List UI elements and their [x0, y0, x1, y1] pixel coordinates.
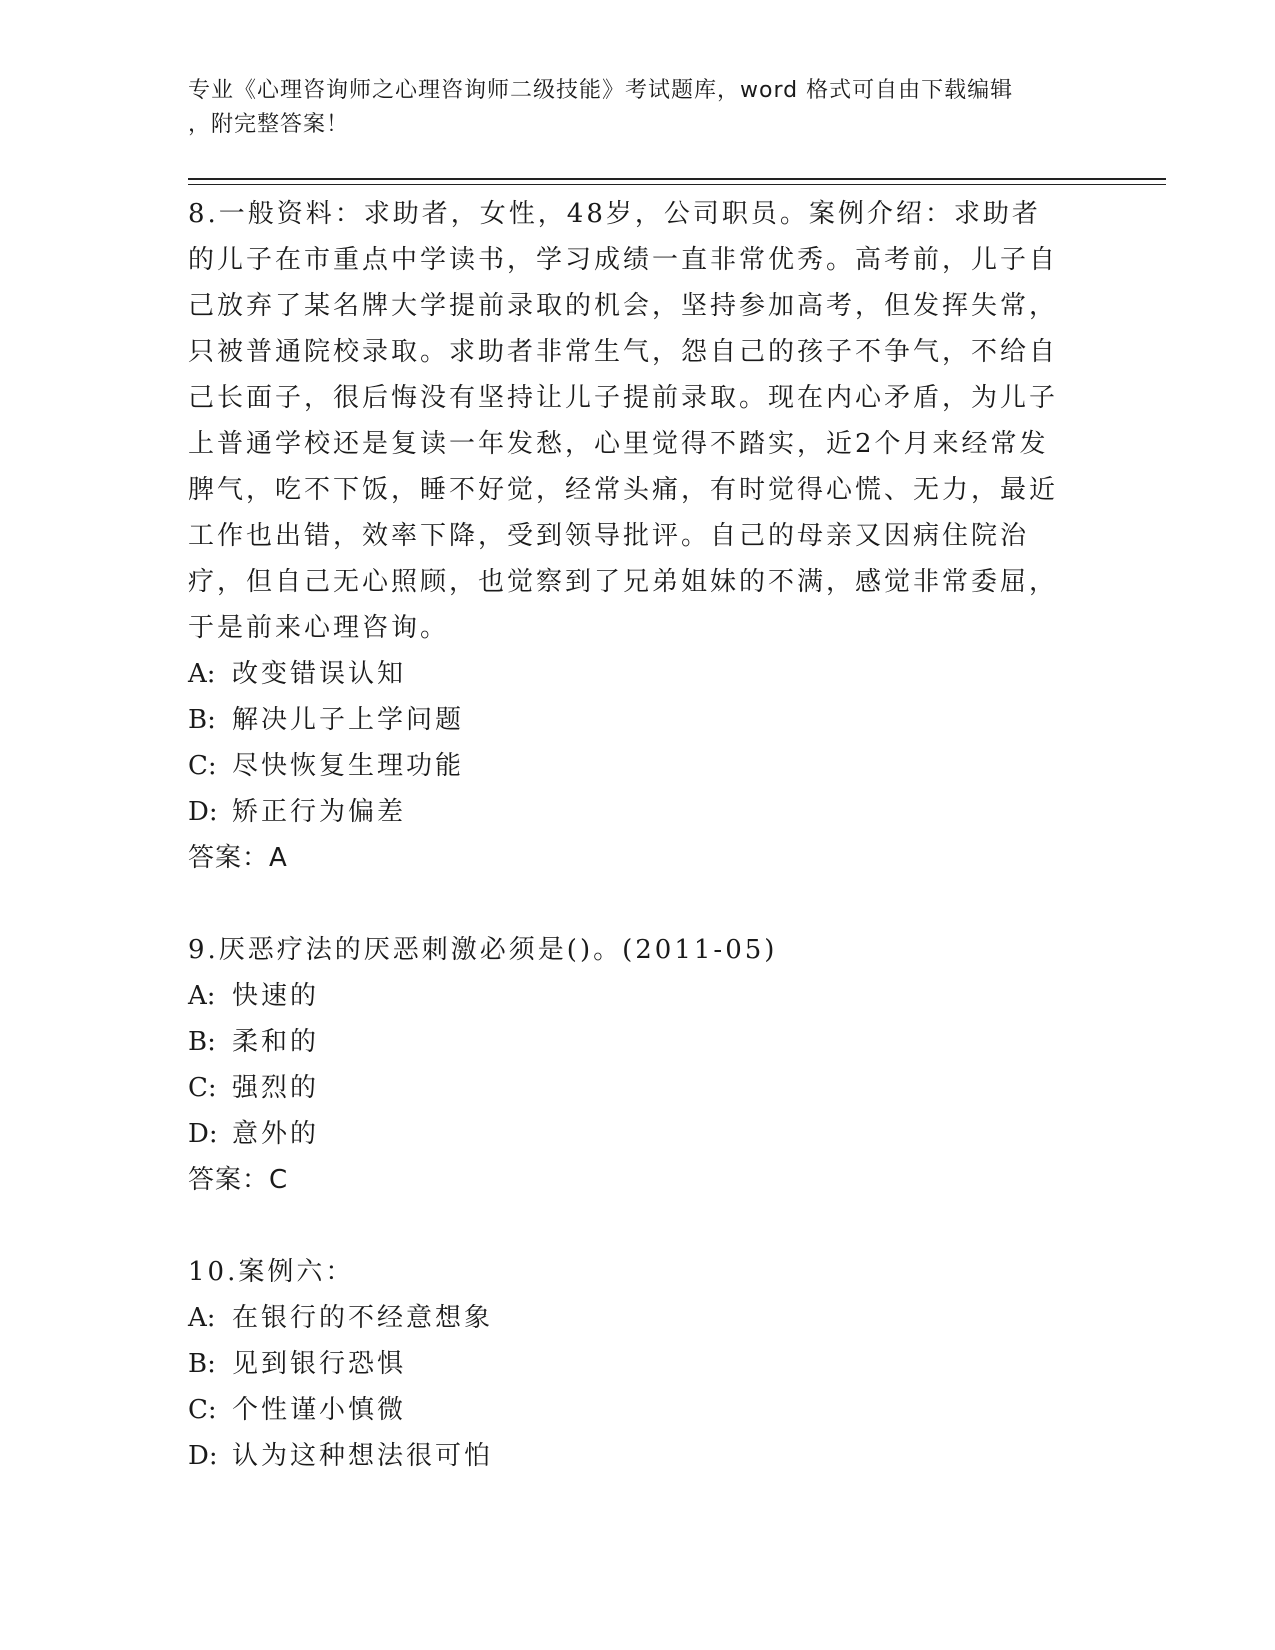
option-label: A: — [188, 1303, 216, 1333]
option-d — [188, 1111, 1068, 1157]
option-text: 意外的 — [232, 1119, 320, 1149]
option-label: A: — [188, 659, 216, 689]
option-text: 柔和的 — [232, 1027, 320, 1057]
option-c — [188, 743, 1068, 789]
option-text: 矫正行为偏差 — [232, 797, 407, 827]
option-text: 尽快恢复生理功能 — [232, 751, 465, 781]
option-label: D: — [188, 1119, 218, 1149]
question-text: 10.案例六： — [188, 1257, 355, 1287]
option-label: B: — [188, 1027, 216, 1057]
question-9 — [188, 927, 1068, 1203]
option-label: A: — [188, 981, 216, 1011]
option-c — [188, 1387, 1068, 1433]
option-a — [188, 973, 1068, 1019]
option-b — [188, 1019, 1068, 1065]
question-10 — [188, 1249, 1068, 1479]
option-text: 在银行的不经意想象 — [232, 1303, 494, 1333]
option-text: 个性谨小慎微 — [232, 1395, 407, 1425]
option-text: 解决儿子上学问题 — [232, 705, 465, 735]
question-8 — [188, 191, 1068, 881]
option-text: 强烈的 — [232, 1073, 320, 1103]
option-d — [188, 789, 1068, 835]
header-divider-thin — [188, 184, 1166, 185]
option-d — [188, 1433, 1068, 1479]
question-text: 8.一般资料：求助者，女性，48岁，公司职员。案例介绍：求助者的儿子在市重点中学读书，学习成绩一直非常优秀。高考前，儿子自己放弃了某名牌大学提前录取的机会，坚持参加高考，但发挥失常，只被普通院校录取。求助者非常生气，怨自己的孩子不争气，不给自己长面子，很后悔没有坚持让儿子提前录取。现在内心矛盾，为儿子上普通学校还是复读一年发愁，心里觉得不踏实，近2个月来经常发脾气，吃不下饭，睡不好觉，经常头痛，有时觉得心慌、无力，最近工作也出错，效率下降，受到领导批评。自己的母亲又因病住院治疗，但自己无心照顾，也觉察到了兄弟姐妹的不满，感觉非常委屈，于是前来心理咨询。 — [188, 199, 1059, 643]
header-divider-thick — [188, 178, 1166, 180]
option-b — [188, 1341, 1068, 1387]
option-b — [188, 697, 1068, 743]
header-line-2: ，附完整答案！ — [188, 112, 350, 137]
option-text: 改变错误认知 — [232, 659, 407, 689]
option-text: 见到银行恐惧 — [232, 1349, 407, 1379]
option-label: B: — [188, 705, 216, 735]
option-a — [188, 1295, 1068, 1341]
option-c — [188, 1065, 1068, 1111]
question-text: 9.厌恶疗法的厌恶刺激必须是()。(2011-05) — [188, 935, 778, 965]
document-header — [188, 74, 1068, 142]
answer: 答案：C — [188, 1165, 289, 1195]
option-a — [188, 651, 1068, 697]
answer: 答案：A — [188, 843, 288, 873]
option-text: 快速的 — [232, 981, 320, 1011]
option-label: D: — [188, 797, 218, 827]
option-text: 认为这种想法很可怕 — [232, 1441, 494, 1471]
option-label: C: — [188, 751, 217, 781]
option-label: C: — [188, 1395, 217, 1425]
header-line-1: 专业《心理咨询师之心理咨询师二级技能》考试题库，word 格式可自由下载编辑 — [188, 78, 1014, 103]
option-label: B: — [188, 1349, 216, 1379]
option-label: D: — [188, 1441, 218, 1471]
option-label: C: — [188, 1073, 217, 1103]
question-list — [188, 191, 1068, 1479]
spacer — [188, 1203, 1068, 1249]
spacer — [188, 881, 1068, 927]
